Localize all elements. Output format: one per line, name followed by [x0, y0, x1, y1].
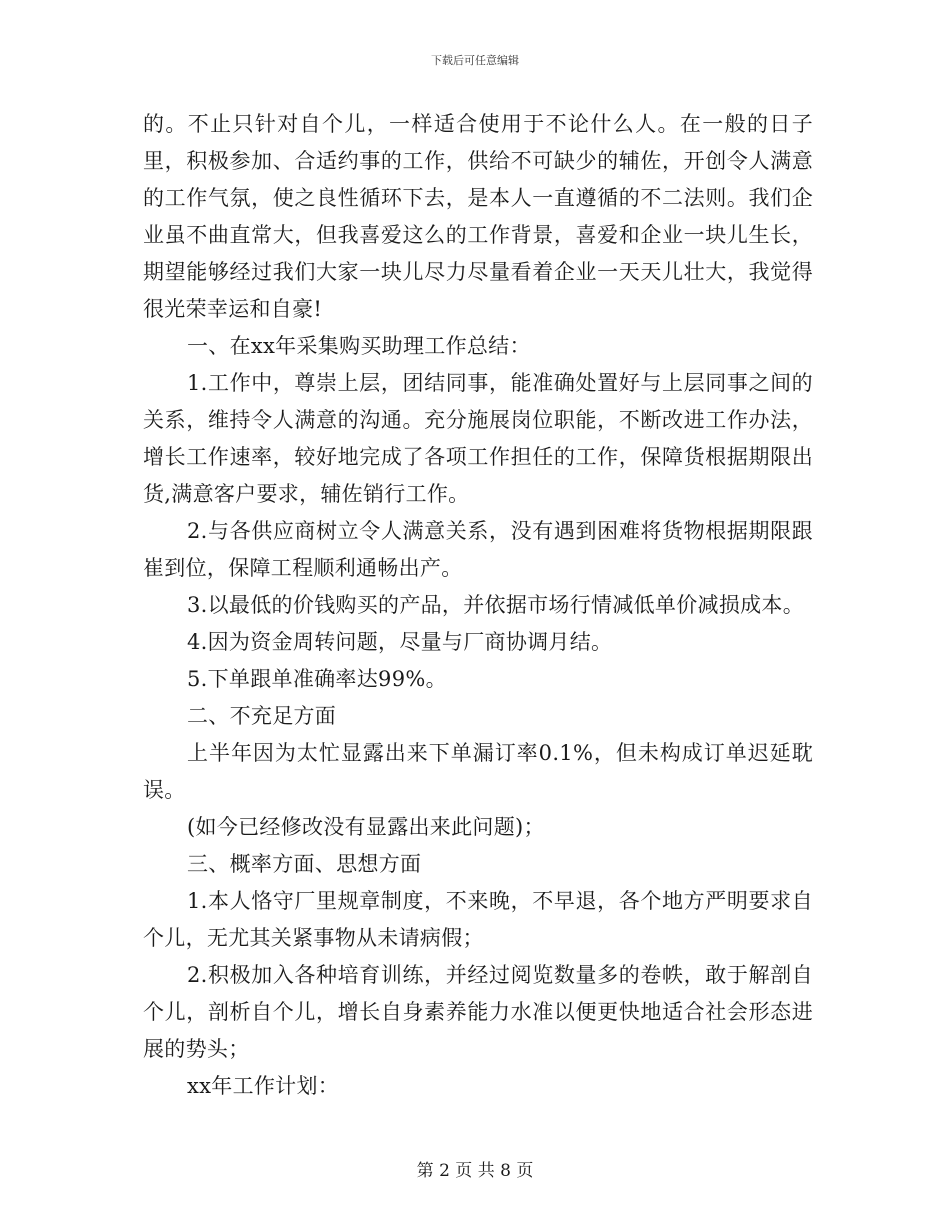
page-footer: 第 2 页 共 8 页 — [416, 1161, 534, 1181]
list-item: 1.本人恪守厂里规章制度，不来晚，不早退，各个地方严明要求自个儿，无尤其关紧事物从未请病假； — [143, 889, 813, 950]
list-item: 5.下单跟单准确率达99%。 — [187, 667, 447, 691]
list-item: 2.积极加入各种培育训练，并经过阅览数量多的卷帙，敢于解剖自个儿，剖析自个儿，增长自身素养能力水准以便更快地适合社会形态进展的势头； — [143, 963, 813, 1061]
section-heading: xx年工作计划： — [187, 1074, 340, 1098]
paragraph: 上半年因为太忙显露出来下单漏订率0.1%，但未构成订单迟延耽误。 — [143, 741, 813, 802]
paragraph: (如今已经修改没有显露出来此问题)； — [187, 815, 545, 839]
section-heading: 三、概率方面、思想方面 — [187, 852, 422, 876]
section-heading: 二、不充足方面 — [187, 704, 337, 728]
list-item: 4.因为资金周转问题，尽量与厂商协调月结。 — [187, 630, 613, 654]
list-item: 1.工作中，尊崇上层，团结同事，能准确处置好与上层同事之间的关系，维持令人满意的沟通。充分施展岗位职能，不断改进工作办法，增长工作速率，较好地完成了各项工作担任的工作，保障货根据期限出货,满意客户要求，辅佐销行工作。 — [143, 371, 813, 506]
list-item: 2.与各供应商树立令人满意关系，没有遇到困难将货物根据期限跟崔到位，保障工程顺利通畅出产。 — [143, 519, 813, 580]
page-header: 下载后可任意编辑 — [431, 54, 519, 67]
section-heading: 一、在xx年采集购买助理工作总结： — [187, 334, 531, 358]
document-body — [143, 106, 813, 1105]
paragraph: 的。不止只针对自个儿，一样适合使用于不论什么人。在一般的日子里，积极参加、合适约事的工作，供给不可缺少的辅佐，开创令人满意的工作气氛，使之良性循环下去，是本人一直遵循的不二法则。我们企业虽不曲直常大，但我喜爱这么的工作背景，喜爱和企业一块儿生长，期望能够经过我们大家一块儿尽力尽量看着企业一天天儿壮大，我觉得很光荣幸运和自豪! — [143, 112, 813, 321]
list-item: 3.以最低的价钱购买的产品，并依据市场行情减低单价减损成本。 — [187, 593, 805, 617]
